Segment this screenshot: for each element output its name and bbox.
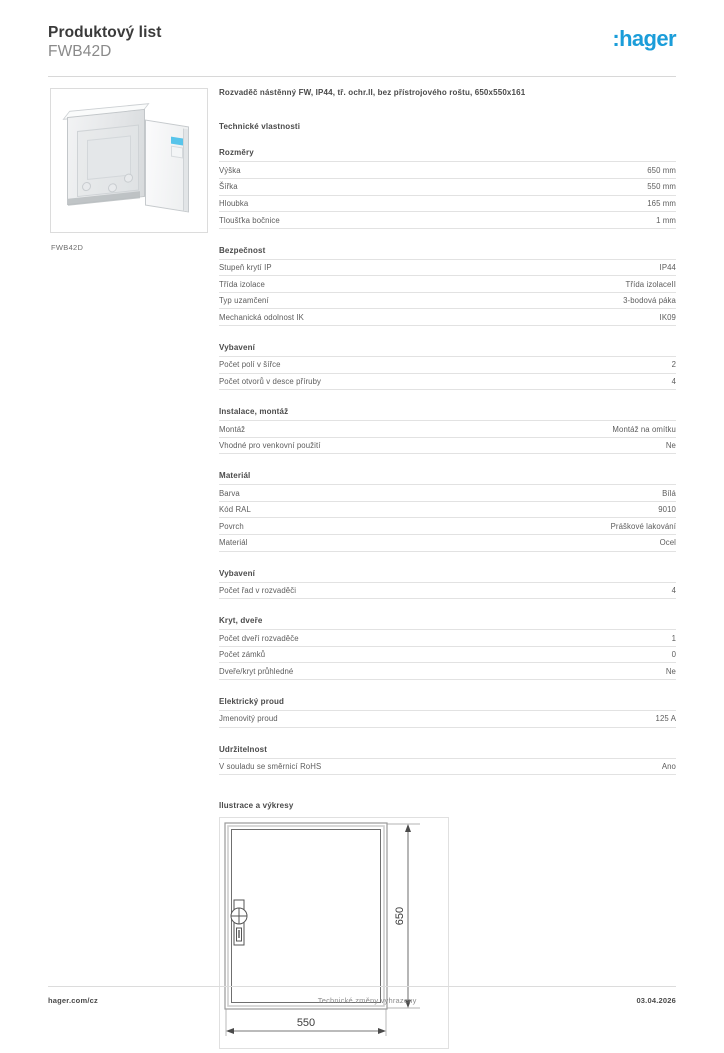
- spec-table: [219, 758, 676, 776]
- spec-label: Počet otvorů v desce příruby: [219, 376, 322, 386]
- spec-table: [219, 420, 676, 454]
- spec-group-title: Udržitelnost: [219, 744, 268, 754]
- spec-group-title: Kryt, dveře: [219, 616, 263, 626]
- product-description: Rozvaděč nástěnný FW, IP44, tř. ochr.II, bez přístrojového roštu, 650x550x161: [219, 88, 526, 97]
- spec-label: Dveře/kryt průhledné: [219, 666, 294, 676]
- table-row: [219, 518, 676, 535]
- spec-value: Bílá: [662, 488, 676, 498]
- spec-label: Mechanická odolnost IK: [219, 312, 304, 322]
- table-row: [219, 421, 676, 438]
- enclosure-mounting-plate: [87, 135, 131, 180]
- spec-table: [219, 161, 676, 228]
- spec-value: 1: [671, 633, 676, 643]
- table-row: [219, 212, 676, 229]
- table-row: [219, 663, 676, 680]
- table-row: [219, 437, 676, 454]
- spec-value: IK09: [659, 312, 676, 322]
- spec-label: V souladu se směrnicí RoHS: [219, 761, 322, 771]
- arrow-up-icon: [405, 824, 411, 832]
- spec-value: 4: [671, 586, 676, 596]
- width-dimension-label: 550: [296, 1017, 316, 1030]
- spec-label: Počet polí v šířce: [219, 360, 281, 370]
- table-row: [219, 758, 676, 775]
- spec-label: Typ uzamčení: [219, 296, 269, 306]
- spec-group: [219, 616, 676, 680]
- spec-value: 4: [671, 376, 676, 386]
- table-row: [219, 178, 676, 195]
- spec-value: IP44: [659, 263, 676, 273]
- spec-label: Stupeň krytí IP: [219, 263, 272, 273]
- spec-group-title: Vybavení: [219, 568, 256, 578]
- table-row: [219, 710, 676, 727]
- enclosure-door-panel: [171, 146, 183, 159]
- table-row: [219, 485, 676, 502]
- enclosure-door: [145, 120, 189, 213]
- spec-group: [219, 148, 676, 228]
- spec-label: Materiál: [219, 538, 248, 548]
- spec-value: Práškové lakování: [610, 521, 676, 531]
- table-row: [219, 357, 676, 374]
- spec-label: Počet dveří rozvaděče: [219, 633, 299, 643]
- spec-group-title: Elektrický proud: [219, 696, 285, 706]
- spec-label: Šířka: [219, 182, 238, 192]
- footer-disclaimer: Technické změny vyhrazeny: [317, 996, 417, 1005]
- specifications-column: [219, 88, 676, 1049]
- spec-group-title: Materiál: [219, 471, 251, 481]
- page-footer: [48, 996, 676, 1005]
- spec-label: Vhodné pro venkovní použití: [219, 441, 321, 451]
- technical-drawing-svg: [220, 818, 448, 1048]
- spec-label: Povrch: [219, 521, 244, 531]
- spec-table: [219, 356, 676, 390]
- spec-group-title: Rozměry: [219, 148, 254, 158]
- spec-value: 165 mm: [647, 198, 676, 208]
- spec-label: Počet řad v rozvaděči: [219, 586, 297, 596]
- spec-group: [219, 697, 676, 728]
- spec-value: Ne: [665, 666, 676, 676]
- product-image: [50, 88, 208, 233]
- spec-group: [219, 407, 676, 454]
- page-subtitle: FWB42D: [48, 43, 112, 61]
- spec-value: 9010: [658, 505, 676, 515]
- spec-value: Třída izolaceII: [625, 279, 676, 289]
- spec-table: [219, 629, 676, 680]
- spec-value: Montáž na omítku: [612, 424, 676, 434]
- technical-drawing: [219, 817, 449, 1049]
- arrow-left-icon: [226, 1028, 234, 1034]
- page-header: [48, 24, 676, 76]
- enclosure-body: [67, 109, 145, 205]
- arrow-right-icon: [378, 1028, 386, 1034]
- table-row: [219, 259, 676, 276]
- table-row: [219, 276, 676, 293]
- spec-value: 1 mm: [656, 215, 676, 225]
- table-row: [219, 630, 676, 647]
- drawings-heading: Ilustrace a výkresy: [219, 801, 294, 811]
- table-row: [219, 162, 676, 179]
- tech-properties-heading: Technické vlastnosti: [219, 122, 301, 132]
- footer-divider: [48, 986, 676, 987]
- spec-group: [219, 471, 676, 551]
- spec-group-title: Bezpečnost: [219, 245, 266, 255]
- spec-value: 0: [671, 650, 676, 660]
- table-row: [219, 501, 676, 518]
- spec-group-title: Instalace, montáž: [219, 407, 289, 417]
- spec-table: [219, 484, 676, 551]
- spec-value: 125 A: [655, 714, 676, 724]
- spec-group-title: Vybavení: [219, 343, 256, 353]
- table-row: [219, 535, 676, 552]
- spec-value: Ne: [665, 441, 676, 451]
- spec-label: Výška: [219, 165, 241, 175]
- spec-table: [219, 710, 676, 728]
- spec-group: [219, 569, 676, 600]
- height-dimension-label: 650: [394, 906, 406, 926]
- spec-label: Tloušťka bočnice: [219, 215, 280, 225]
- spec-groups: [219, 148, 676, 775]
- spec-label: Třída izolace: [219, 279, 265, 289]
- spec-value: Ocel: [659, 538, 676, 548]
- spec-table: [219, 259, 676, 326]
- table-row: [219, 582, 676, 599]
- cabinet-door-outline: [232, 830, 381, 1003]
- table-row: [219, 292, 676, 309]
- page-title: Produktový list: [48, 24, 162, 41]
- spec-label: Počet zámků: [219, 650, 266, 660]
- footer-date: 03.04.2026: [636, 996, 676, 1005]
- spec-value: 3-bodová páka: [623, 296, 676, 306]
- table-row: [219, 195, 676, 212]
- table-row: [219, 309, 676, 326]
- product-image-caption: FWB42D: [51, 243, 84, 252]
- spec-label: Barva: [219, 488, 240, 498]
- enclosure-door-hinge: [183, 129, 188, 212]
- spec-value: Ano: [661, 761, 676, 771]
- spec-group: [219, 246, 676, 326]
- spec-value: 650 mm: [647, 165, 676, 175]
- spec-value: 550 mm: [647, 182, 676, 192]
- spec-group: [219, 343, 676, 390]
- spec-label: Jmenovitý proud: [219, 714, 278, 724]
- spec-table: [219, 582, 676, 600]
- table-row: [219, 373, 676, 390]
- spec-group: [219, 745, 676, 776]
- title-block: [48, 24, 161, 62]
- enclosure-illustration: [61, 103, 199, 221]
- spec-label: Montáž: [219, 424, 246, 434]
- hager-logo: :hager: [612, 26, 676, 51]
- enclosure-door-sticker: [171, 137, 183, 146]
- spec-label: Hloubka: [219, 198, 249, 208]
- header-divider: [48, 76, 676, 77]
- spec-value: 2: [671, 360, 676, 370]
- table-row: [219, 646, 676, 663]
- footer-website[interactable]: hager.com/cz: [48, 996, 98, 1005]
- spec-label: Kód RAL: [219, 505, 251, 515]
